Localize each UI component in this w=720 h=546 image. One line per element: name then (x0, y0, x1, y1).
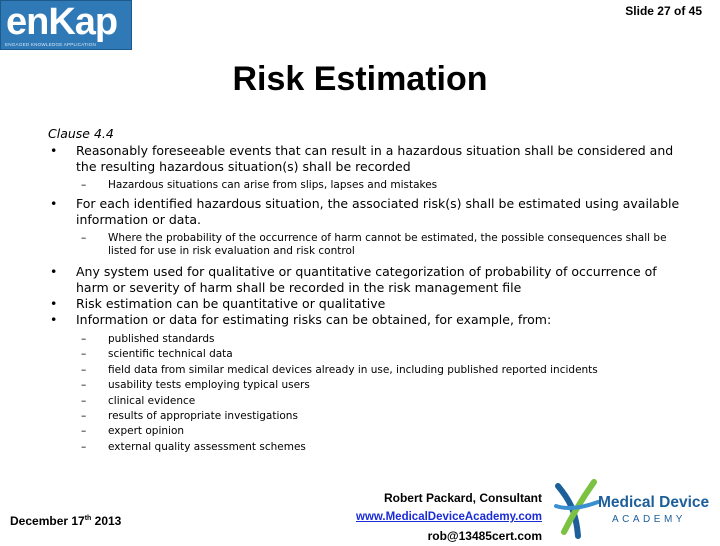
clause-label: Clause 4.4 (48, 126, 114, 141)
logo-tagline: ENGAGED KNOWLEDGE APPLICATION (5, 42, 96, 47)
academy-emblem-icon (554, 476, 600, 540)
bullet-marker: • (50, 312, 58, 327)
bullet-item (48, 296, 688, 312)
bullet-marker: • (50, 296, 58, 311)
author-name: Robert Packard, Consultant (383, 491, 542, 505)
list-item (48, 332, 688, 347)
list-item (48, 409, 688, 424)
bullet-marker: • (50, 264, 58, 279)
list-item-text: field data from similar medical devices already in use, including published reported incidents (108, 363, 598, 376)
date-suffix: 2013 (91, 514, 122, 528)
bullet-item (48, 312, 688, 328)
slide-content (48, 126, 688, 455)
brand-name: Medical Device (598, 494, 710, 511)
dash-marker: – (81, 333, 87, 345)
date-prefix: December 17 (10, 514, 85, 528)
enkap-logo (0, 0, 132, 50)
email-address: rob@13485cert.com (427, 529, 542, 543)
dash-marker: – (81, 394, 87, 407)
list-item (48, 347, 688, 362)
dash-marker: – (81, 425, 87, 438)
list-item-text: published standards (108, 333, 215, 345)
bullet-marker: • (50, 143, 58, 158)
list-item (48, 378, 688, 393)
list-item-text: usability tests employing typical users (108, 379, 310, 392)
list-item (48, 424, 688, 439)
list-item-text: scientific technical data (108, 348, 233, 361)
bullet-text: Reasonably foreseeable events that can result in a hazardous situation shall be considered and the resulting hazardous situation(s) shall be recorded (76, 143, 674, 174)
logo-text: enKap (6, 1, 118, 43)
sub-bullet-item (48, 232, 688, 258)
bullet-marker: • (50, 196, 58, 211)
list-item-text: results of appropriate investigations (108, 410, 298, 423)
footer-contact (356, 489, 542, 546)
list-item-text: expert opinion (108, 425, 185, 438)
website-link[interactable]: www.MedicalDeviceAcademy.com (356, 511, 542, 523)
date-ordinal: th (84, 515, 92, 522)
list-item-text: clinical evidence (108, 394, 196, 407)
bullet-text: Any system used for qualitative or quantitative categorization of probability of occurrence of harm or severity of harm shall be recorded in the risk management file (76, 264, 657, 295)
bullet-text: Risk estimation can be quantitative or qualitative (76, 296, 386, 311)
brand-subtitle: ACADEMY (612, 514, 686, 525)
sub-bullet-text: Where the probability of the occurrence of harm cannot be estimated, the possible consequences shall be listed for use in risk evaluation and risk control (108, 232, 667, 257)
list-item (48, 394, 688, 409)
bullet-text: Information or data for estimating risks can be obtained, for example, from: (76, 312, 552, 327)
list-item-text: external quality assessment schemes (108, 440, 306, 453)
slide-title: Risk Estimation (232, 60, 488, 98)
footer-date (10, 514, 121, 528)
bullet-item (48, 264, 688, 296)
dash-marker: – (81, 348, 87, 361)
sub-bullet-item (48, 179, 688, 192)
list-item (48, 363, 688, 378)
slide-number: Slide 27 of 45 (625, 4, 702, 18)
dash-marker: – (81, 440, 87, 453)
medical-device-academy-logo (554, 476, 720, 540)
dash-marker: – (81, 363, 87, 376)
dash-marker: – (81, 232, 87, 244)
dash-marker: – (81, 179, 87, 191)
bullet-item (48, 196, 688, 228)
dash-marker: – (81, 410, 87, 423)
list-item (48, 440, 688, 455)
bullet-item (48, 143, 688, 175)
bullet-text: For each identified hazardous situation, the associated risk(s) shall be estimated using available information or data. (76, 196, 680, 227)
source-list (48, 332, 688, 455)
sub-bullet-text: Hazardous situations can arise from slips, lapses and mistakes (108, 179, 438, 191)
dash-marker: – (81, 379, 87, 392)
